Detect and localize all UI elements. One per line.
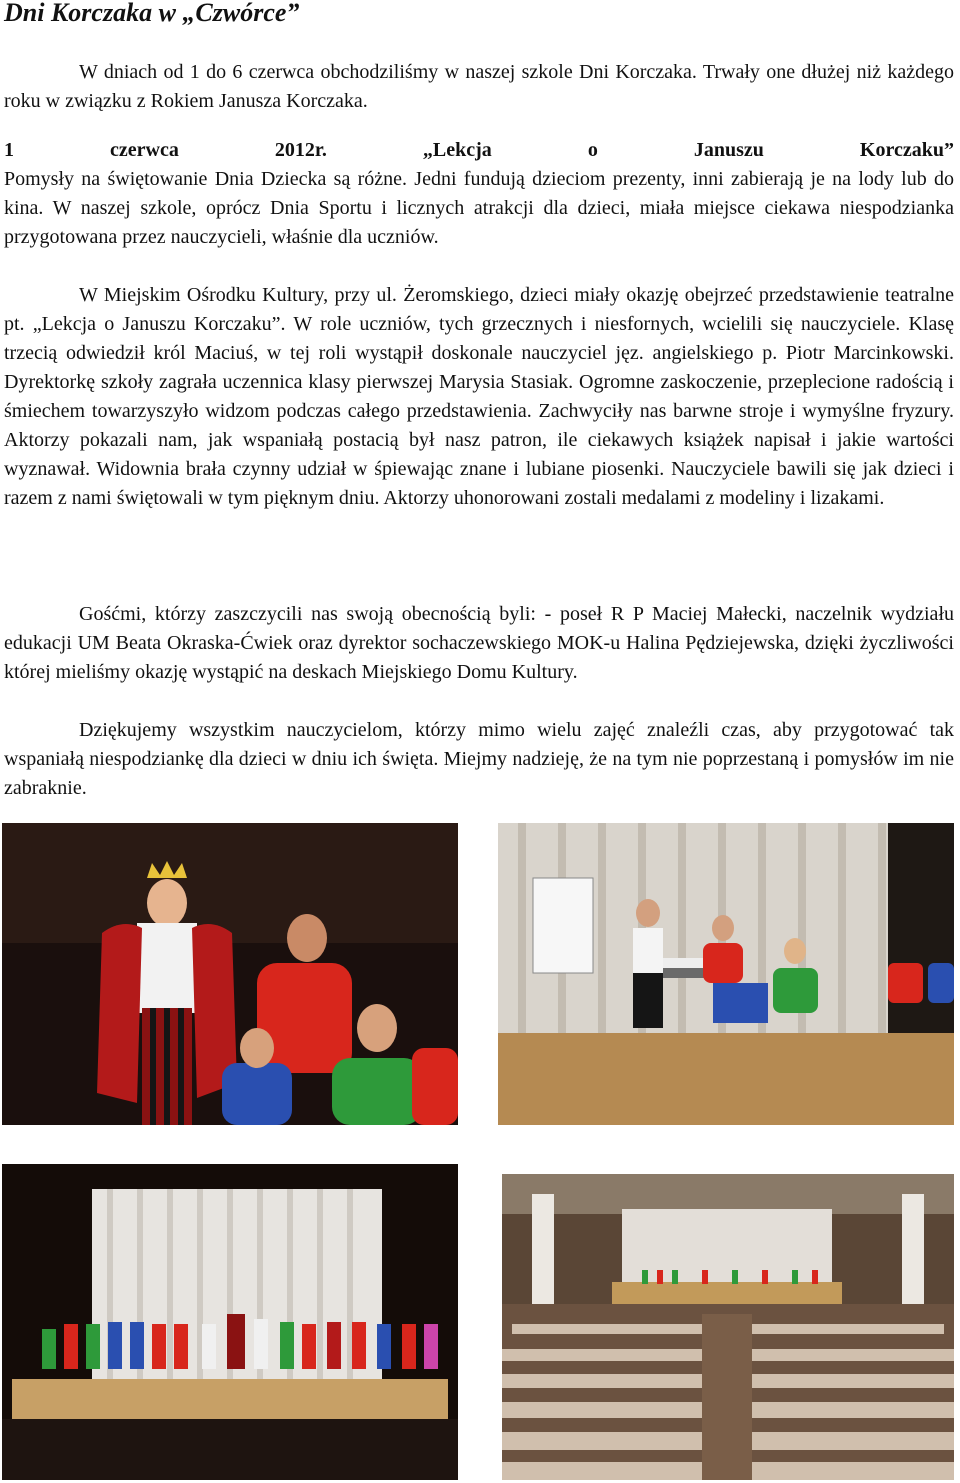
heading-word: o (587, 139, 598, 161)
paragraph-thanks: Dziękujemy wszystkim nauczycielom, którzy mimo wielu zajęć znaleźli czas, aby przygotować tak wspaniałą niespodziankę dla dzieci w dniu ich święta. Miejmy nadzieję, że na tym nie poprzestaną i pomysłów im nie zabraknie. (4, 719, 954, 799)
paragraph-performance: W Miejskim Ośrodku Kultury, przy ul. Żeromskiego, dzieci miały okazję obejrzeć przedstawienie teatralne pt. „Lekcja o Januszu Korczaku”. W role uczniów, tych grzecznych i niesfornych, wcielili się nauczyciele. Klasę trzecią odwiedził król Maciuś, w tej roli wystąpił doskonale nauczyciel jęz. angielskiego p. Piotr Marcinkowski. Dyrektorkę szkoły zagrała uczennica klasy pierwszej Marysia Stasiak. Ogromne zaskoczenie, przeplecione radością i śmiechem towarzyszyło widzom podczas całego przedstawienia. Zachwyciły nas barwne stroje i wymyślne fryzury. Aktorzy pokazali nam, jak wspaniałą postacią był nasz patron, ile ciekawych książek napisał i jakie wartości wyznawał. Widownia brała czynny udział w śpiewając znane i lubiane piosenki. Nauczyciele bawili się jak dzieci i razem z nami świętowali w tym pięknym dniu. Aktorzy uhonorowani zostali medalami z modeliny i lizakami. (4, 284, 954, 509)
photo-classroom-scene (498, 823, 954, 1125)
heading-word: Korczaku” (859, 139, 954, 161)
paragraph-guests: Gośćmi, którzy zaszczycili nas swoją obecnością byli: - poseł R P Maciej Małecki, naczelnik wydziału edukacji UM Beata Okraska-Ćwiek oraz dyrektor sochaczewskiego MOK-u Halina Pędziejewska, dzięki życzliwości której mieliśmy okazję wystąpić na deskach Miejskiego Domu Kultury. (4, 603, 954, 683)
heading-word: 2012r. (274, 139, 327, 161)
heading-word: czerwca (110, 139, 179, 161)
photo-audience-hall (502, 1174, 954, 1480)
photo-cast-on-stage (2, 1164, 458, 1480)
heading-word: 1 (4, 139, 14, 161)
photo-king-macius-on-stage (2, 823, 458, 1125)
heading-word: „Lekcja (422, 139, 492, 161)
intro-paragraph: W dniach od 1 do 6 czerwca obchodziliśmy w naszej szkole Dni Korczaka. Trwały one dłużej niż każdego roku w związku z Rokiem Janusza Korczaka. (4, 61, 954, 112)
event-heading (4, 136, 954, 165)
paragraph-celebration: Pomysły na świętowanie Dnia Dziecka są różne. Jedni fundują dzieciom prezenty, inni zabierają je na lody lub do kina. W naszej szkole, oprócz Dnia Sportu i licznych atrakcji dla dzieci, miała miejsce ciekawa niespodzianka przygotowana przez nauczycieli, właśnie dla uczniów. (4, 168, 954, 248)
heading-word: Januszu (693, 139, 764, 161)
article-title: Dni Korczaka w „Czwórce” (4, 0, 300, 27)
